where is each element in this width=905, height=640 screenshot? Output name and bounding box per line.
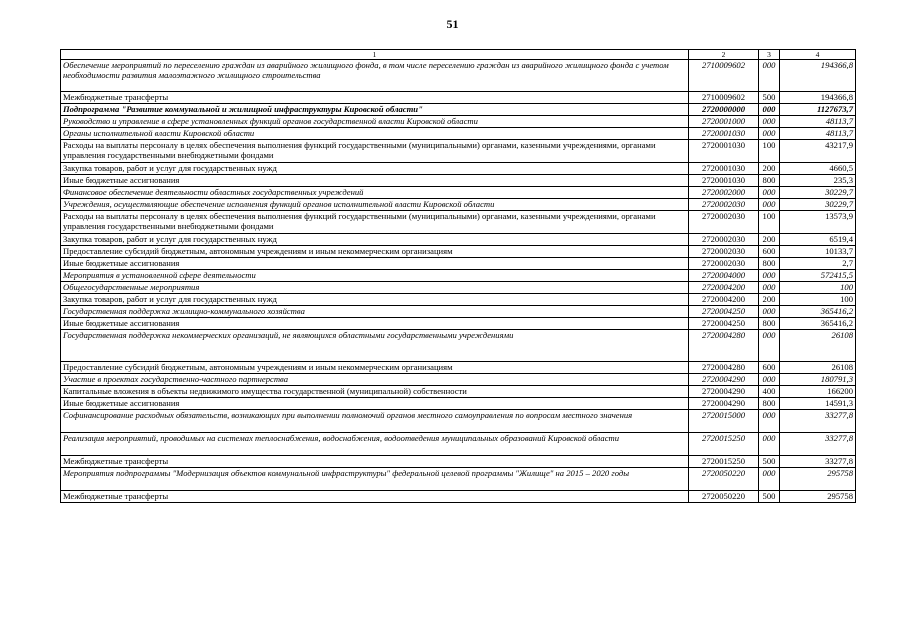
- row-name-cell: Иные бюджетные ассигнования: [61, 175, 689, 187]
- row-code-cell: 2720004250: [689, 318, 759, 330]
- table-row: [61, 104, 856, 116]
- row-sum-cell: 4660,5: [780, 163, 856, 175]
- row-expense-type-cell: 000: [759, 187, 780, 199]
- row-name-cell: Закупка товаров, работ и услуг для государственных нужд: [61, 294, 689, 306]
- table-row: [61, 60, 856, 92]
- row-sum-cell: 295758: [780, 491, 856, 503]
- row-sum-cell: 235,3: [780, 175, 856, 187]
- row-name-cell: Капитальные вложения в объекты недвижимого имущества государственной (муниципальной) собственности: [61, 386, 689, 398]
- header-col-sum: 4: [780, 50, 856, 60]
- row-code-cell: 2720001030: [689, 163, 759, 175]
- table-header-row: [61, 50, 856, 60]
- row-expense-type-cell: 800: [759, 175, 780, 187]
- row-code-cell: 2720004290: [689, 374, 759, 386]
- row-expense-type-cell: 600: [759, 246, 780, 258]
- row-expense-type-cell: 400: [759, 386, 780, 398]
- table-row: [61, 468, 856, 491]
- row-name-cell: Реализация мероприятий, проводимых на системах теплоснабжения, водоснабжения, водоотведения муниципальных образований Кировской области: [61, 433, 689, 456]
- table-row: [61, 491, 856, 503]
- table-row: [61, 398, 856, 410]
- table-row: [61, 433, 856, 456]
- row-name-cell: Расходы на выплаты персоналу в целях обеспечения выполнения функций государственными (муниципальными) органами, казенными учреждениями, органами управления государственными внебюджетными фондами: [61, 140, 689, 163]
- row-name-cell: Иные бюджетные ассигнования: [61, 258, 689, 270]
- row-sum-cell: 48113,7: [780, 116, 856, 128]
- row-sum-cell: 2,7: [780, 258, 856, 270]
- row-expense-type-cell: 000: [759, 282, 780, 294]
- row-expense-type-cell: 500: [759, 456, 780, 468]
- row-name-cell: Обеспечение мероприятий по переселению граждан из аварийного жилищного фонда, в том числе переселению граждан из аварийного жилищного фонда с учетом необходимости развития малоэтажного жилищного строительства: [61, 60, 689, 92]
- table-row: [61, 211, 856, 234]
- row-name-cell: Софинансирование расходных обязательств, возникающих при выполнении полномочий органов местного самоуправления по вопросам местного значения: [61, 410, 689, 433]
- row-name-cell: Руководство и управление в сфере установленных функций органов государственной власти Кировской области: [61, 116, 689, 128]
- row-code-cell: 2720002000: [689, 187, 759, 199]
- row-code-cell: 2720015000: [689, 410, 759, 433]
- row-sum-cell: 100: [780, 294, 856, 306]
- header-col-code: 2: [689, 50, 759, 60]
- row-sum-cell: 14591,3: [780, 398, 856, 410]
- header-col-expense-type: 3: [759, 50, 780, 60]
- table-row: [61, 140, 856, 163]
- row-name-cell: Государственная поддержка некоммерческих организаций, не являющихся областными государственными учреждениями: [61, 330, 689, 362]
- row-code-cell: 2720004200: [689, 294, 759, 306]
- table-row: [61, 116, 856, 128]
- row-sum-cell: 26108: [780, 330, 856, 362]
- table-row: [61, 374, 856, 386]
- row-expense-type-cell: 200: [759, 163, 780, 175]
- row-sum-cell: 1127673,7: [780, 104, 856, 116]
- table-row: [61, 270, 856, 282]
- row-code-cell: 2720001030: [689, 128, 759, 140]
- row-expense-type-cell: 800: [759, 318, 780, 330]
- row-expense-type-cell: 000: [759, 199, 780, 211]
- table-row: [61, 246, 856, 258]
- row-code-cell: 2720015250: [689, 456, 759, 468]
- row-name-cell: Участие в проектах государственно-частного партнерства: [61, 374, 689, 386]
- row-code-cell: 2720004280: [689, 330, 759, 362]
- row-code-cell: 2720002030: [689, 258, 759, 270]
- row-code-cell: 2720004250: [689, 306, 759, 318]
- row-name-cell: Расходы на выплаты персоналу в целях обеспечения выполнения функций государственными (муниципальными) органами, казенными учреждениями, органами управления государственными внебюджетными фондами: [61, 211, 689, 234]
- row-sum-cell: 30229,7: [780, 187, 856, 199]
- row-code-cell: 2720002030: [689, 199, 759, 211]
- row-sum-cell: 166200: [780, 386, 856, 398]
- table-row: [61, 410, 856, 433]
- row-expense-type-cell: 000: [759, 116, 780, 128]
- row-expense-type-cell: 000: [759, 128, 780, 140]
- row-code-cell: 2720001030: [689, 175, 759, 187]
- row-name-cell: Закупка товаров, работ и услуг для государственных нужд: [61, 234, 689, 246]
- row-name-cell: Общегосударственные мероприятия: [61, 282, 689, 294]
- row-code-cell: 2720002030: [689, 246, 759, 258]
- row-name-cell: Иные бюджетные ассигнования: [61, 398, 689, 410]
- table-row: [61, 92, 856, 104]
- row-expense-type-cell: 000: [759, 330, 780, 362]
- budget-table: [60, 49, 856, 503]
- row-code-cell: 2720001030: [689, 140, 759, 163]
- row-expense-type-cell: 800: [759, 398, 780, 410]
- row-sum-cell: 194366,8: [780, 60, 856, 92]
- row-name-cell: Учреждения, осуществляющие обеспечение исполнения функций органов исполнительной власти Кировской области: [61, 199, 689, 211]
- row-expense-type-cell: 500: [759, 491, 780, 503]
- row-code-cell: 2720004000: [689, 270, 759, 282]
- row-sum-cell: 10133,7: [780, 246, 856, 258]
- row-name-cell: Предоставление субсидий бюджетным, автономным учреждениям и иным некоммерческим организациям: [61, 362, 689, 374]
- row-expense-type-cell: 000: [759, 60, 780, 92]
- row-code-cell: 2720004200: [689, 282, 759, 294]
- row-sum-cell: 30229,7: [780, 199, 856, 211]
- row-expense-type-cell: 000: [759, 270, 780, 282]
- row-name-cell: Подпрограмма "Развитие коммунальной и жилищной инфраструктуры Кировской области": [61, 104, 689, 116]
- row-expense-type-cell: 600: [759, 362, 780, 374]
- row-expense-type-cell: 500: [759, 92, 780, 104]
- row-sum-cell: 43217,9: [780, 140, 856, 163]
- row-sum-cell: 26108: [780, 362, 856, 374]
- row-code-cell: 2720001000: [689, 116, 759, 128]
- row-sum-cell: 365416,2: [780, 318, 856, 330]
- row-sum-cell: 365416,2: [780, 306, 856, 318]
- header-col-name: 1: [61, 50, 689, 60]
- row-expense-type-cell: 000: [759, 468, 780, 491]
- row-sum-cell: 572415,5: [780, 270, 856, 282]
- table-row: [61, 456, 856, 468]
- row-code-cell: 2720000000: [689, 104, 759, 116]
- row-name-cell: Предоставление субсидий бюджетным, автономным учреждениям и иным некоммерческим организациям: [61, 246, 689, 258]
- row-expense-type-cell: 000: [759, 410, 780, 433]
- row-code-cell: 2710009602: [689, 92, 759, 104]
- row-sum-cell: 33277,8: [780, 433, 856, 456]
- row-code-cell: 2720004290: [689, 398, 759, 410]
- row-name-cell: Закупка товаров, работ и услуг для государственных нужд: [61, 163, 689, 175]
- row-expense-type-cell: 100: [759, 211, 780, 234]
- row-sum-cell: 295758: [780, 468, 856, 491]
- row-expense-type-cell: 000: [759, 104, 780, 116]
- row-name-cell: Государственная поддержка жилищно-коммунального хозяйства: [61, 306, 689, 318]
- row-code-cell: 2720004290: [689, 386, 759, 398]
- row-code-cell: 2710009602: [689, 60, 759, 92]
- row-code-cell: 2720004280: [689, 362, 759, 374]
- table-row: [61, 258, 856, 270]
- row-sum-cell: 33277,8: [780, 456, 856, 468]
- table-row: [61, 175, 856, 187]
- row-sum-cell: 100: [780, 282, 856, 294]
- row-expense-type-cell: 800: [759, 258, 780, 270]
- row-sum-cell: 33277,8: [780, 410, 856, 433]
- row-sum-cell: 180791,3: [780, 374, 856, 386]
- page-number: 51: [446, 17, 459, 31]
- row-code-cell: 2720050220: [689, 491, 759, 503]
- table-row: [61, 386, 856, 398]
- table-row: [61, 318, 856, 330]
- row-name-cell: Межбюджетные трансферты: [61, 92, 689, 104]
- table-row: [61, 234, 856, 246]
- row-name-cell: Финансовое обеспечение деятельности областных государственных учреждений: [61, 187, 689, 199]
- table-row: [61, 362, 856, 374]
- row-name-cell: Органы исполнительной власти Кировской области: [61, 128, 689, 140]
- row-code-cell: 2720002030: [689, 211, 759, 234]
- row-expense-type-cell: 200: [759, 294, 780, 306]
- row-code-cell: 2720050220: [689, 468, 759, 491]
- row-expense-type-cell: 000: [759, 374, 780, 386]
- row-name-cell: Мероприятия в установленной сфере деятельности: [61, 270, 689, 282]
- row-name-cell: Иные бюджетные ассигнования: [61, 318, 689, 330]
- row-expense-type-cell: 200: [759, 234, 780, 246]
- row-expense-type-cell: 100: [759, 140, 780, 163]
- table-row: [61, 282, 856, 294]
- row-expense-type-cell: 000: [759, 306, 780, 318]
- table-row: [61, 199, 856, 211]
- row-name-cell: Мероприятия подпрограммы "Модернизация объектов коммунальной инфраструктуры" федеральной целевой программы "Жилище" на 2015 – 2020 годы: [61, 468, 689, 491]
- row-name-cell: Межбюджетные трансферты: [61, 456, 689, 468]
- table-row: [61, 330, 856, 362]
- row-sum-cell: 6519,4: [780, 234, 856, 246]
- table-row: [61, 128, 856, 140]
- table-row: [61, 187, 856, 199]
- row-code-cell: 2720015250: [689, 433, 759, 456]
- row-sum-cell: 48113,7: [780, 128, 856, 140]
- table-row: [61, 294, 856, 306]
- row-code-cell: 2720002030: [689, 234, 759, 246]
- row-name-cell: Межбюджетные трансферты: [61, 491, 689, 503]
- row-sum-cell: 194366,8: [780, 92, 856, 104]
- row-expense-type-cell: 000: [759, 433, 780, 456]
- row-sum-cell: 13573,9: [780, 211, 856, 234]
- table-row: [61, 306, 856, 318]
- table-row: [61, 163, 856, 175]
